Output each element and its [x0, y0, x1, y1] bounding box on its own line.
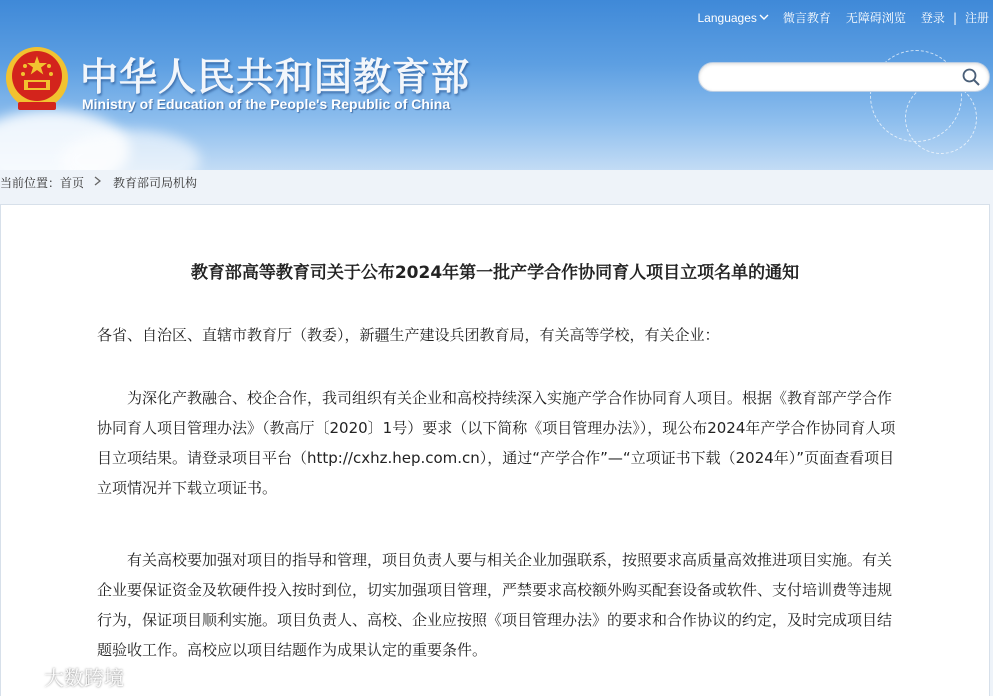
- top-links-bar: [698, 9, 990, 26]
- search-input[interactable]: [711, 67, 955, 89]
- accessibility-link[interactable]: 无障碍浏览: [845, 11, 906, 25]
- search-icon[interactable]: [961, 67, 981, 87]
- article-paragraph-2: 有关高校要加强对项目的指导和管理，项目负责人要与相关企业加强联系，按照要求高质量高效推进项目实施。有关企业要保证资金及软硬件投入按时到位，切实加强项目管理，严禁要求高校额外购买配套设备或软件、支付培训费等违规行为，保证项目顺利实施。项目负责人、高校、企业应按照《项目管理办法》的要求和合作协议的约定，及时完成项目结题验收工作。高校应以项目结题作为成果认定的重要条件。: [97, 551, 893, 659]
- watermark-text: 大数跨境: [44, 666, 124, 690]
- search-box: [698, 62, 990, 92]
- article-panel: [0, 204, 990, 696]
- languages-menu[interactable]: Languages: [697, 10, 757, 25]
- breadcrumb: [0, 172, 197, 192]
- site-subtitle: Ministry of Education of the People's Republic of China: [82, 96, 451, 112]
- breadcrumb-prefix: 当前位置：: [0, 175, 61, 190]
- dandelion-decoration: [905, 82, 977, 154]
- article-title: 教育部高等教育司关于公布2024年第一批产学合作协同育人项目立项名单的通知: [190, 263, 800, 283]
- watermark-logo-icon: [4, 665, 38, 689]
- weibo-link[interactable]: 微言教育: [782, 11, 831, 25]
- login-link[interactable]: 登录: [920, 11, 945, 25]
- chevron-down-icon[interactable]: [759, 11, 769, 24]
- breadcrumb-home-link[interactable]: 首页: [60, 175, 85, 190]
- article-paragraph-1: 为深化产教融合、校企合作，我司组织有关企业和高校持续深入实施产学合作协同育人项目。根据《教育部产学合作协同育人项目管理办法》（教高厅〔2020〕1号）要求（以下简称《项目管理办法》），现公布2024年产学合作协同育人项目立项结果。请登录项目平台（http://cxhz.hep.com.cn），通过“产学合作”—“立项证书下载（2024年）”页面查看项目立项情况并下载立项证书。: [97, 389, 896, 497]
- watermark: [4, 662, 124, 691]
- link-separator: |: [952, 10, 957, 25]
- site-title: 中华人民共和国教育部: [80, 55, 471, 99]
- breadcrumb-current-link[interactable]: 教育部司局机构: [113, 175, 198, 190]
- site-header: [0, 0, 993, 170]
- article-paragraph-salutation: 各省、自治区、直辖市教育厅（教委），新疆生产建设兵团教育局，有关高等学校，有关企业：: [97, 326, 720, 344]
- register-link[interactable]: 注册: [964, 11, 989, 25]
- chevron-right-icon: [94, 175, 101, 189]
- national-emblem-icon: [4, 44, 70, 114]
